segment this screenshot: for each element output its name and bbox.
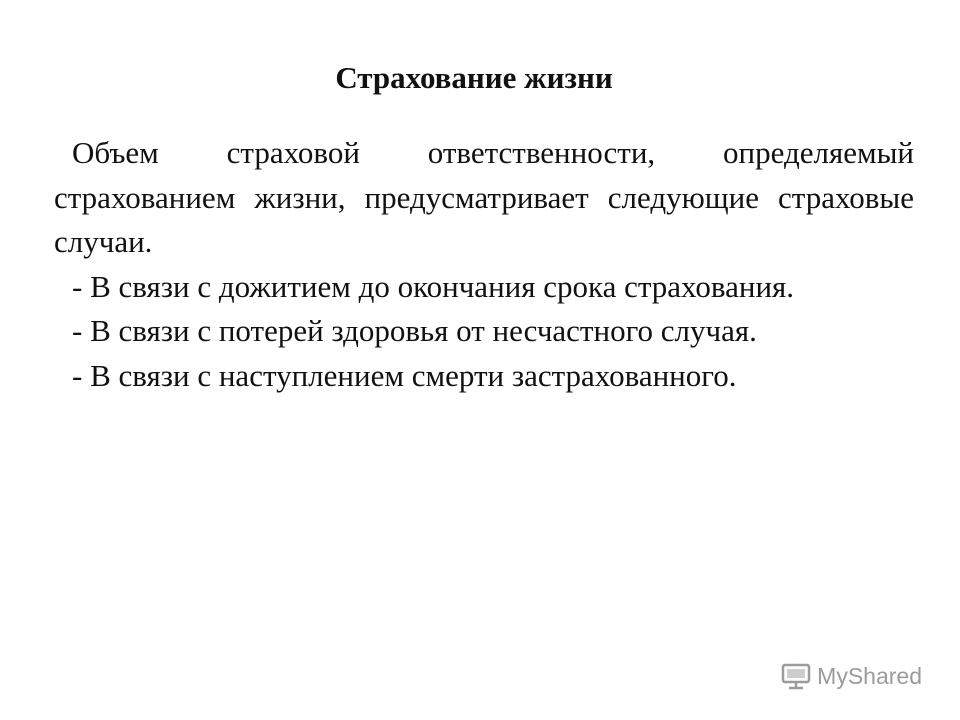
slide-body (54, 131, 914, 398)
presentation-board-icon (781, 662, 811, 690)
watermark-text: MyShared (817, 662, 922, 689)
list-item: - В связи с наступлением смерти застрахованного. (72, 357, 737, 393)
list-item: - В связи с дожитием до окончания срока страхования. (72, 268, 795, 304)
list-item: - В связи с потерей здоровья от несчастного случая. (72, 313, 757, 348)
slide-title: Страхование жизни (335, 60, 613, 95)
intro-paragraph: Объем страховой ответственности, определяемый страхованием жизни, предусматривает следующие страховые случаи. (54, 135, 914, 259)
watermark-logo (781, 662, 922, 690)
